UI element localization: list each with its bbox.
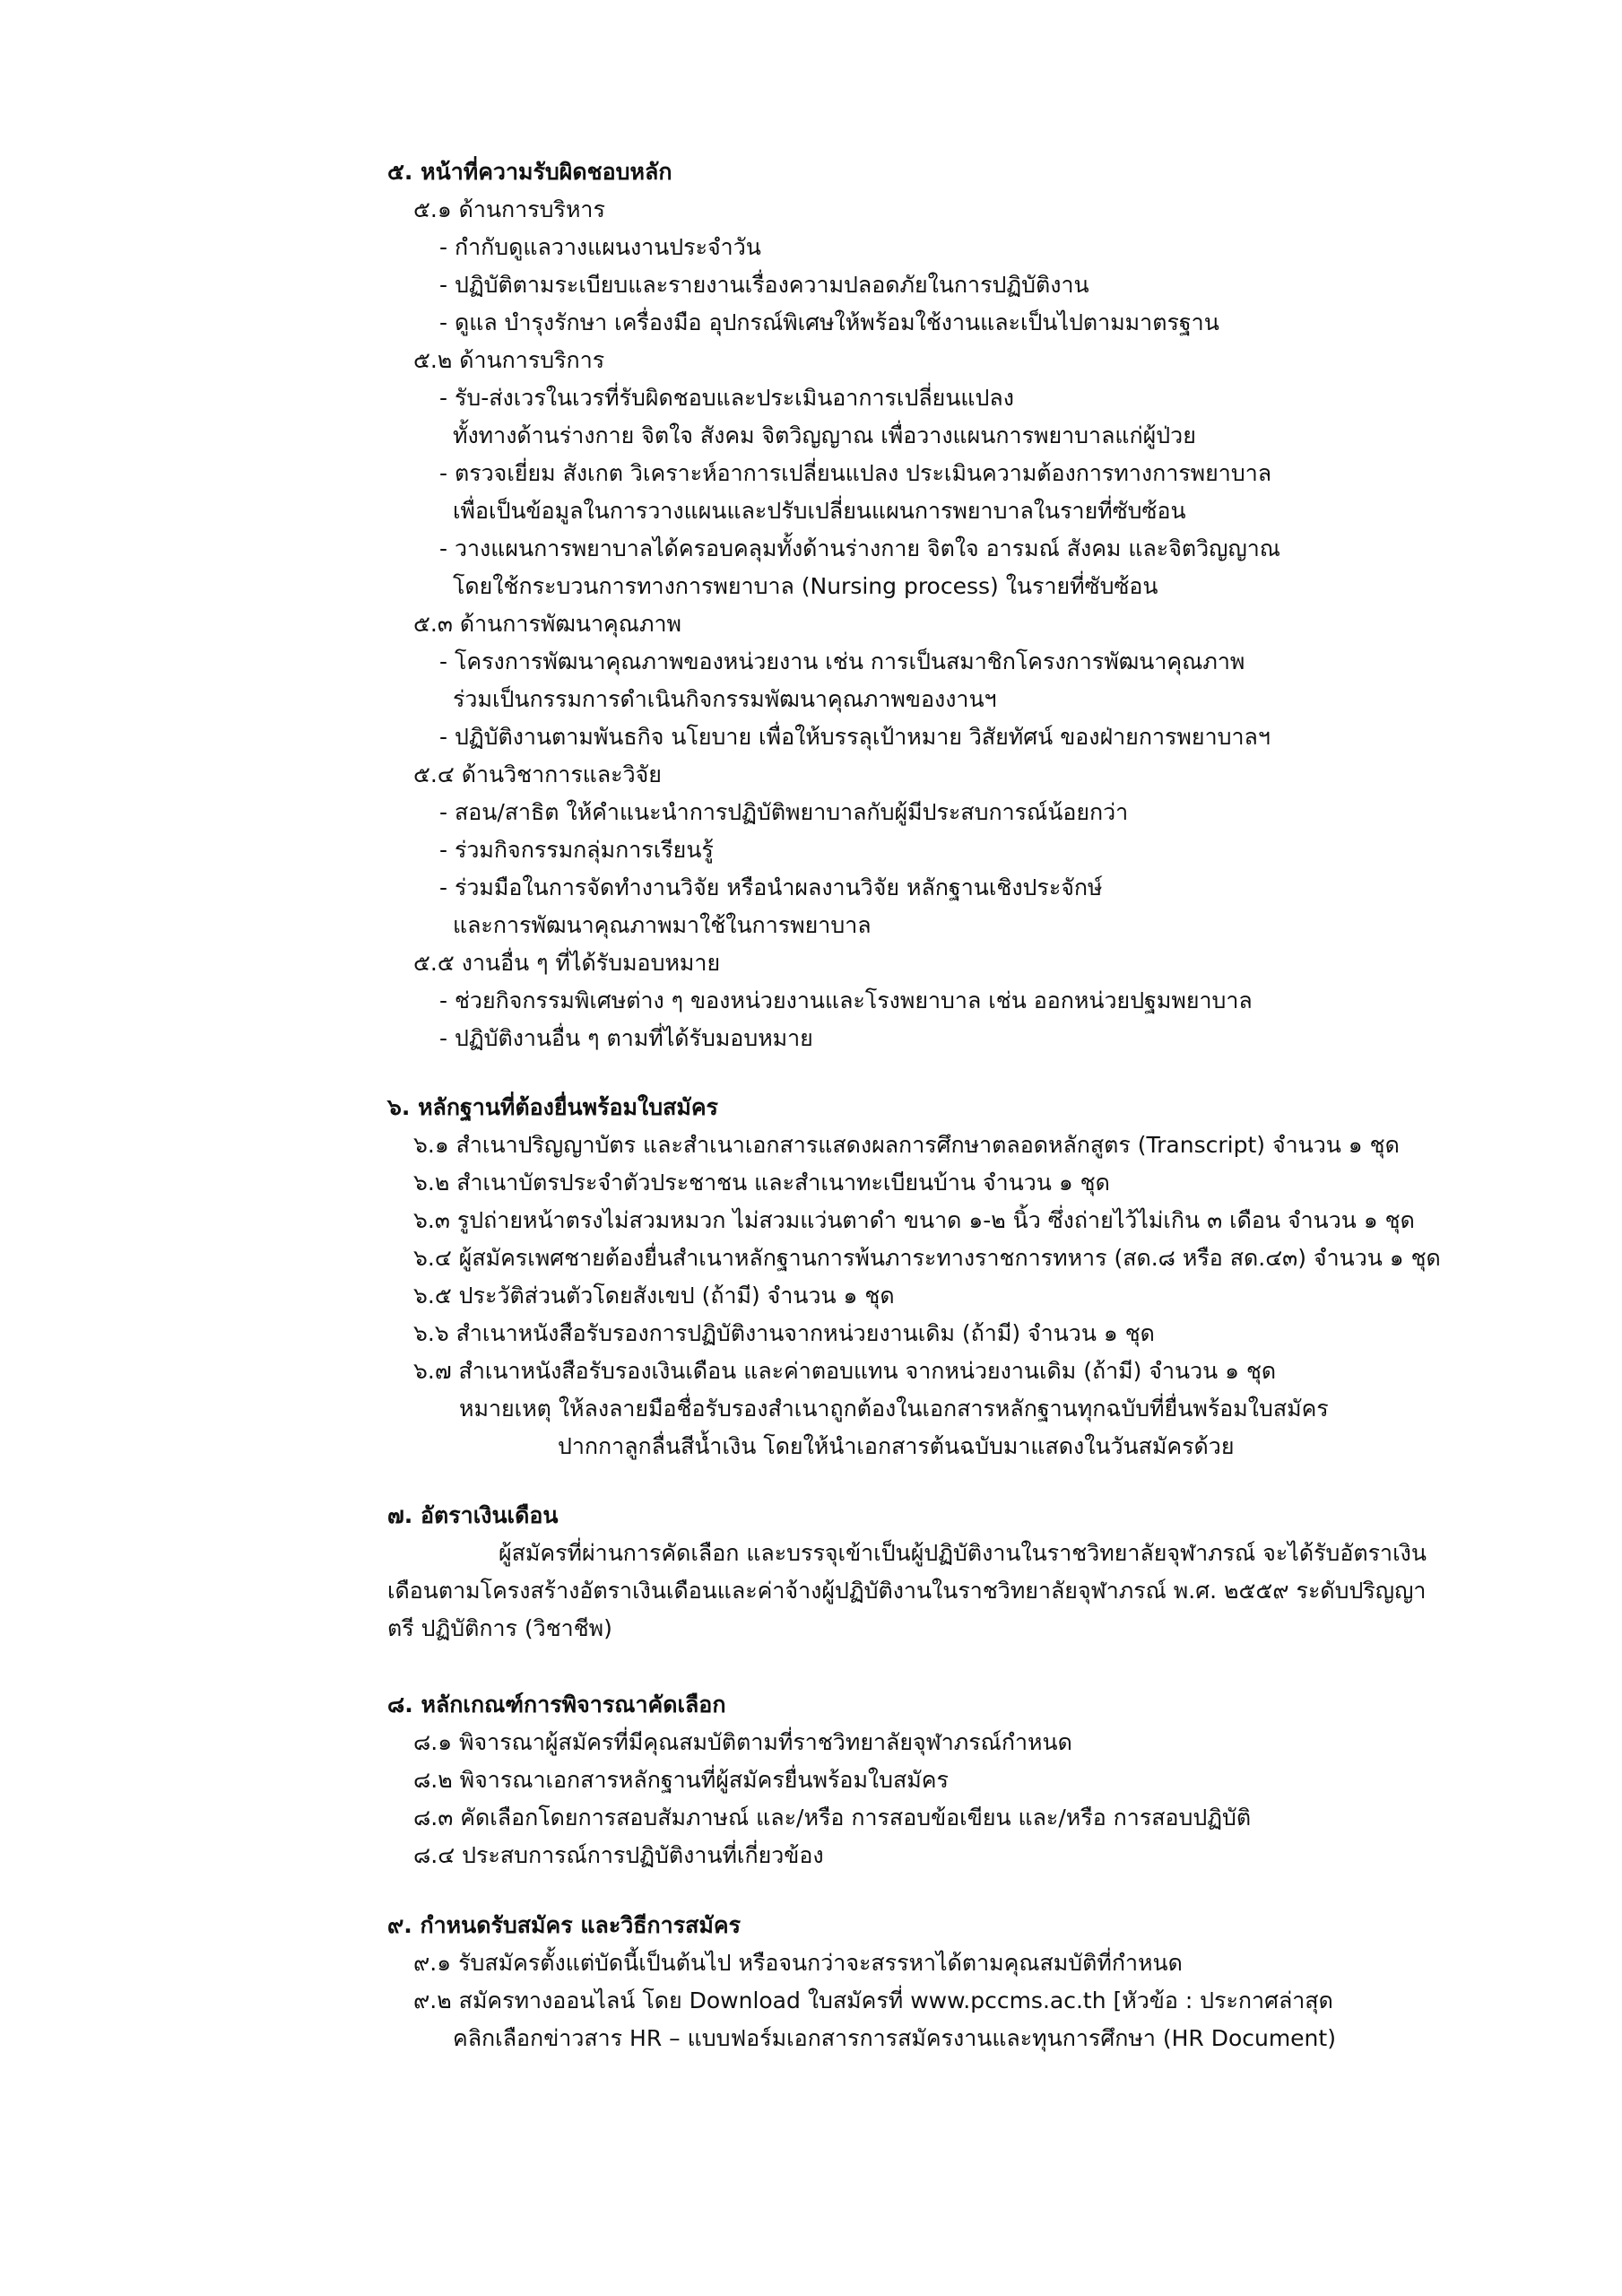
section-6-heading: ๖. หลักฐานที่ต้องยื่นพร้อมใบสมัคร: [387, 1094, 718, 1120]
list-item: ๖.๗ สำเนาหนังสือรับรองเงินเดือน และค่าตอบแทน จากหน่วยงานเดิม (ถ้ามี) จำนวน ๑ ชุด: [413, 1358, 1277, 1384]
section-7-heading: ๗. อัตราเงินเดือน: [387, 1502, 559, 1528]
list-item: - ตรวจเยี่ยม สังเกต วิเคราะห์อาการเปลี่ยนแปลง ประเมินความต้องการทางการพยาบาล: [439, 460, 1272, 486]
list-item: - โครงการพัฒนาคุณภาพของหน่วยงาน เช่น การเป็นสมาชิกโครงการพัฒนาคุณภาพ: [439, 648, 1245, 674]
list-item: - ปฏิบัติงานอื่น ๆ ตามที่ได้รับมอบหมาย: [439, 1025, 813, 1051]
list-item: - ร่วมมือในการจัดทำงานวิจัย หรือนำผลงานวิจัย หลักฐานเชิงประจักษ์: [439, 874, 1103, 900]
list-item: - ปฏิบัติงานตามพันธกิจ นโยบาย เพื่อให้บรรลุเป้าหมาย วิสัยทัศน์ ของฝ่ายการพยาบาลฯ: [439, 724, 1271, 750]
paragraph-line: ผู้สมัครที่ผ่านการคัดเลือก และบรรจุเข้าเป็นผู้ปฏิบัติงานในราชวิทยาลัยจุฬาภรณ์ จะได้รับอัตราเงิน: [499, 1540, 1427, 1566]
list-item-continuation: ทั้งทางด้านร่างกาย จิตใจ สังคม จิตวิญญาณ เพื่อวางแผนการพยาบาลแก่ผู้ป่วย: [453, 422, 1196, 448]
section-5-2-title: ๕.๒ ด้านการบริการ: [413, 347, 605, 373]
section-8-heading: ๘. หลักเกณฑ์การพิจารณาคัดเลือก: [387, 1692, 726, 1718]
list-item: - ช่วยกิจกรรมพิเศษต่าง ๆ ของหน่วยงานและโรงพยาบาล เช่น ออกหน่วยปฐมพยาบาล: [439, 987, 1253, 1013]
list-item: - ร่วมกิจกรรมกลุ่มการเรียนรู้: [439, 837, 714, 863]
section-5-4-title: ๕.๔ ด้านวิชาการและวิจัย: [413, 761, 662, 787]
note-line-continuation: ปากกาลูกลื่นสีน้ำเงิน โดยให้นำเอกสารต้นฉบับมาแสดงในวันสมัครด้วย: [558, 1433, 1235, 1459]
list-item: ๘.๒ พิจารณาเอกสารหลักฐานที่ผู้สมัครยื่นพร้อมใบสมัคร: [413, 1767, 949, 1793]
list-item-continuation: ร่วมเป็นกรรมการดำเนินกิจกรรมพัฒนาคุณภาพของงานฯ: [453, 686, 997, 712]
paragraph-line: เดือนตามโครงสร้างอัตราเงินเดือนและค่าจ้างผู้ปฏิบัติงานในราชวิทยาลัยจุฬาภรณ์ พ.ศ. ๒๕๕๙ ระดับปริญญา: [387, 1578, 1427, 1604]
list-item: ๖.๔ ผู้สมัครเพศชายต้องยื่นสำเนาหลักฐานการพ้นภาระทางราชการทหาร (สด.๘ หรือ สด.๔๓) จำนวน ๑ ชุด: [413, 1245, 1441, 1271]
list-item: ๖.๓ รูปถ่ายหน้าตรงไม่สวมหมวก ไม่สวมแว่นตาดำ ขนาด ๑-๒ นิ้ว ซึ่งถ่ายไว้ไม่เกิน ๓ เดือน จำนวน ๑ ชุด: [413, 1207, 1415, 1233]
list-item: - ดูแล บำรุงรักษา เครื่องมือ อุปกรณ์พิเศษให้พร้อมใช้งานและเป็นไปตามมาตรฐาน: [439, 309, 1219, 335]
list-item: ๘.๔ ประสบการณ์การปฏิบัติงานที่เกี่ยวข้อง: [413, 1842, 824, 1868]
list-item: ๘.๓ คัดเลือกโดยการสอบสัมภาษณ์ และ/หรือ การสอบข้อเขียน และ/หรือ การสอบปฏิบัติ: [413, 1805, 1252, 1831]
list-item: ๖.๒ สำเนาบัตรประจำตัวประชาชน และสำเนาทะเบียนบ้าน จำนวน ๑ ชุด: [413, 1170, 1110, 1196]
list-item: - สอน/สาธิต ให้คำแนะนำการปฏิบัติพยาบาลกับผู้มีประสบการณ์น้อยกว่า: [439, 799, 1129, 825]
list-item: ๘.๑ พิจารณาผู้สมัครที่มีคุณสมบัติตามที่ราชวิทยาลัยจุฬาภรณ์กำหนด: [413, 1729, 1072, 1755]
list-item: ๖.๕ ประวัติส่วนตัวโดยสังเขป (ถ้ามี) จำนวน ๑ ชุด: [413, 1283, 895, 1309]
list-item: ๙.๑ รับสมัครตั้งแต่บัดนี้เป็นต้นไป หรือจนกว่าจะสรรหาได้ตามคุณสมบัติที่กำหนด: [413, 1950, 1183, 1976]
list-item: ๖.๖ สำเนาหนังสือรับรองการปฏิบัติงานจากหน่วยงานเดิม (ถ้ามี) จำนวน ๑ ชุด: [413, 1320, 1155, 1346]
list-item: - รับ-ส่งเวรในเวรที่รับผิดชอบและประเมินอาการเปลี่ยนแปลง: [439, 385, 1014, 411]
section-9-heading: ๙. กำหนดรับสมัคร และวิธีการสมัคร: [387, 1912, 742, 1938]
list-item: - วางแผนการพยาบาลได้ครอบคลุมทั้งด้านร่างกาย จิตใจ อารมณ์ สังคม และจิตวิญญาณ: [439, 535, 1280, 561]
paragraph-line: ตรี ปฏิบัติการ (วิชาชีพ): [387, 1615, 612, 1641]
list-item-continuation: คลิกเลือกข่าวสาร HR – แบบฟอร์มเอกสารการสมัครงานและทุนการศึกษา (HR Document): [453, 2025, 1336, 2051]
list-item: - กำกับดูแลวางแผนงานประจำวัน: [439, 234, 761, 260]
section-5-5-title: ๕.๕ งานอื่น ๆ ที่ได้รับมอบหมาย: [413, 950, 721, 976]
list-item: ๖.๑ สำเนาปริญญาบัตร และสำเนาเอกสารแสดงผลการศึกษาตลอดหลักสูตร (Transcript) จำนวน ๑ ชุด: [413, 1132, 1400, 1158]
section-5-3-title: ๕.๓ ด้านการพัฒนาคุณภาพ: [413, 611, 681, 637]
list-item-continuation: โดยใช้กระบวนการทางการพยาบาล (Nursing process) ในรายที่ซับซ้อน: [453, 573, 1158, 599]
note-line: หมายเหตุ ให้ลงลายมือชื่อรับรองสำเนาถูกต้องในเอกสารหลักฐานทุกฉบับที่ยื่นพร้อมใบสมัคร: [459, 1396, 1329, 1422]
list-item: - ปฏิบัติตามระเบียบและรายงานเรื่องความปลอดภัยในการปฏิบัติงาน: [439, 272, 1089, 298]
list-item-continuation: และการพัฒนาคุณภาพมาใช้ในการพยาบาล: [453, 912, 872, 938]
section-5-heading: ๕. หน้าที่ความรับผิดชอบหลัก: [387, 159, 672, 185]
section-5-1-title: ๕.๑ ด้านการบริหาร: [413, 196, 605, 222]
list-item-continuation: เพื่อเป็นข้อมูลในการวางแผนและปรับเปลี่ยนแผนการพยาบาลในรายที่ซับซ้อน: [453, 498, 1186, 524]
list-item: ๙.๒ สมัครทางออนไลน์ โดย Download ใบสมัครที่ www.pccms.ac.th [หัวข้อ : ประกาศล่าสุด: [413, 1987, 1333, 2013]
